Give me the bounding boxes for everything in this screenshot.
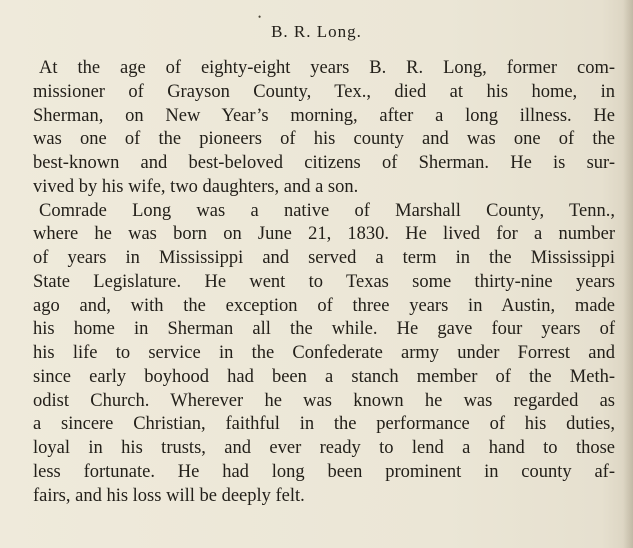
text-line: Sherman, on New Year’s morning, after a long illness. He	[33, 105, 615, 126]
text-line: a sincere Christian, faithful in the performance of his duties,	[33, 414, 615, 435]
text-line: vived by his wife, two daughters, and a son.	[33, 176, 359, 197]
text-line: less fortunate. He had long been prominent in county af-	[33, 461, 615, 482]
text-line: his home in Sherman all the while. He gave four years of	[33, 319, 615, 340]
text-line: State Legislature. He went to Texas some thirty-nine years	[33, 271, 615, 292]
text-line: ago and, with the exception of three years in Austin, made	[33, 295, 615, 316]
text-line: loyal in his trusts, and ever ready to lend a hand to those	[33, 438, 615, 458]
paragraph-2	[33, 200, 615, 509]
article-title: B. R. Long.	[271, 22, 362, 41]
text-line: was one of the pioneers of his county and was one of the	[33, 129, 615, 150]
text-line: of years in Mississippi and served a term in the Mississippi	[33, 248, 615, 268]
text-line: At the age of eighty-eight years B. R. Long, former com-	[39, 58, 615, 78]
text-line: where he was born on June 21, 1830. He lived for a number	[33, 224, 615, 245]
paragraph-1	[33, 57, 615, 200]
text-line: best-known and best-beloved citizens of Sherman. He is sur-	[33, 153, 615, 173]
page-edge-shadow	[623, 0, 633, 548]
article-body	[33, 57, 615, 508]
text-line: his life to service in the Confederate army under Forrest and	[33, 343, 615, 363]
text-line: fairs, and his loss will be deeply felt.	[33, 485, 305, 506]
text-line: odist Church. Wherever he was known he was regarded as	[33, 390, 615, 411]
heading-dot: •	[258, 12, 262, 22]
text-line: missioner of Grayson County, Tex., died at his home, in	[33, 81, 615, 102]
text-line: since early boyhood had been a stanch member of the Meth-	[33, 366, 615, 387]
text-line: Comrade Long was a native of Marshall County, Tenn.,	[39, 200, 615, 221]
